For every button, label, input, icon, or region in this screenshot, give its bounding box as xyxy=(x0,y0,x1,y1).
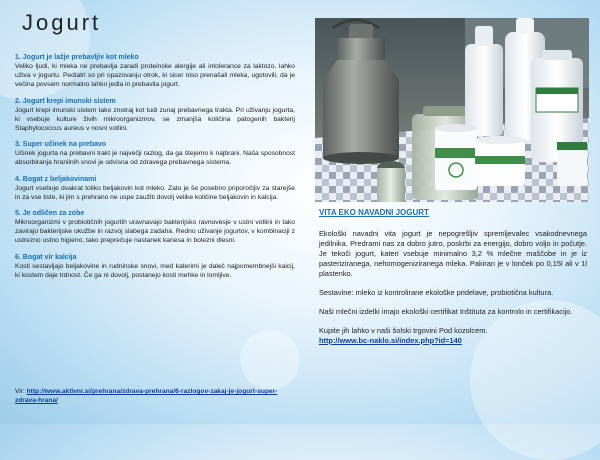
benefit-heading: 4. Bogat z beljakovinami xyxy=(15,175,97,183)
benefit-section-4 xyxy=(15,175,295,202)
product-title: VITA EKO NAVADNI JOGURT xyxy=(319,208,429,217)
benefit-heading: 5. Je odličen za zobe xyxy=(15,210,85,218)
benefit-text: Jogurt krepi imunski sistem tako znotraj kot tudi zunaj prebavnega trakta. Pri uživanju jogurta, ki vsebuje kulture živih mikroorganizmov, se zmanjša količina patogenih bakterij Staphylococcus aureus v nosni votlini. xyxy=(15,106,295,133)
product-certificate: Naši mlečni izdelki imajo ekološki certifikat Inštituta za kontrolo in certifikacijo. xyxy=(319,307,573,316)
source-citation xyxy=(15,387,295,405)
source-prefix: Vir: xyxy=(15,388,25,395)
product-ingredients: Sestavine: mleko iz kontrolirane ekološke pridelave, probiotična kultura. xyxy=(319,288,554,297)
product-paragraph: Ekološki navadni vita jogurt je nepogrešljiv spremljevalec vsakodnevnega jedilnika. Predrami nas za dobro jutro, poskrbi za energijo, dobro voljo in počutje. Je tekoči jogurt, kateri vsebuje minimalno 3,2 % mlečne maščobe in je iz pasteriziranega, nehomogeniziranega mleka. Pakiran je v lonček po 0,15l ali v 1l plastenko. xyxy=(319,229,587,278)
product-description xyxy=(319,208,587,346)
benefit-text: Jogurt vsebuje dvakrat toliko beljakovin kot mleko. Zato je še posebno priporočljiv za starejše in za vse tiste, ki jim s prehrano ne uspe zaužiti dovolj velike količine beljakovin in kalcija. xyxy=(15,184,295,201)
dairy-products-illustration xyxy=(315,18,589,202)
purchase-text: Kupite jih lahko v naši šolski trgovini Pod kozolcem. xyxy=(319,326,488,335)
benefit-text: Mikroorganizmi v probiotičnih jogurtih uravnavajo bakterijsko ravnovesje v ustni votlini in tako zavirajo bakterijske okužbe in razvoj slabega zadaha. Redno uživanje jogurtov, v kombinaciji z ustrezno ustno higieno, tako preprečuje nastanek kariesa in bolezni dlesni. xyxy=(15,219,295,245)
benefit-text: Učinek jogurta na prebavni trakt je največji razlog, da ga štejemo k najbrani. Naša sposobnost absorbiranja hranilnih snovi je odvisna od zdravega prebavnega sistema. xyxy=(15,150,295,167)
source-link[interactable]: http://www.aktivni.si/prehrana/zdrava-prehrana/6-razlogov-zakaj-je-jogurt-super-zdrava-hrana/ xyxy=(15,388,278,404)
benefit-section-5 xyxy=(15,209,295,246)
shop-link[interactable]: http://www.bc-naklo.si/index.php?id=140 xyxy=(319,336,462,345)
benefit-section-3 xyxy=(15,140,295,167)
benefit-heading: 3. Super učinek na prebavo xyxy=(15,141,107,149)
benefit-heading: 1. Jogurt je lažje prebavljiv kot mleko xyxy=(15,54,139,61)
page-title: Jogurt xyxy=(22,10,102,35)
benefit-text: Veliko ljudi, ki mleka ne prebavlja zaradi proteinske alergije ali intolerance za laktozo, lahko uživa v jogurtu. Pediatri so pri opazovanju otrok, ki sicer niso prenašali mleka, ugotovili, da je večina povsem normalno lahko jedla in prebavila jogurt. xyxy=(15,63,295,89)
product-photo xyxy=(315,18,589,202)
benefit-heading: 2. Jogurt krepi imunski sistem xyxy=(15,97,116,105)
benefit-section-2 xyxy=(15,97,295,134)
benefit-text: Kosti sestavljajo beljakovine in rudninske snovi, med katerimi je daleč najpomembnejši kalcij, ki kostem daje trdnost. Če ga ni dovolj, postanejo kosti mehke in lomljive. xyxy=(15,262,295,279)
benefit-heading: 6. Bogat vir kalcija xyxy=(15,253,77,261)
benefits-column xyxy=(15,53,295,287)
benefit-section-1 xyxy=(15,53,295,90)
product-purchase-info xyxy=(319,326,587,346)
benefit-section-6 xyxy=(15,253,295,280)
background-bokeh xyxy=(240,330,300,390)
